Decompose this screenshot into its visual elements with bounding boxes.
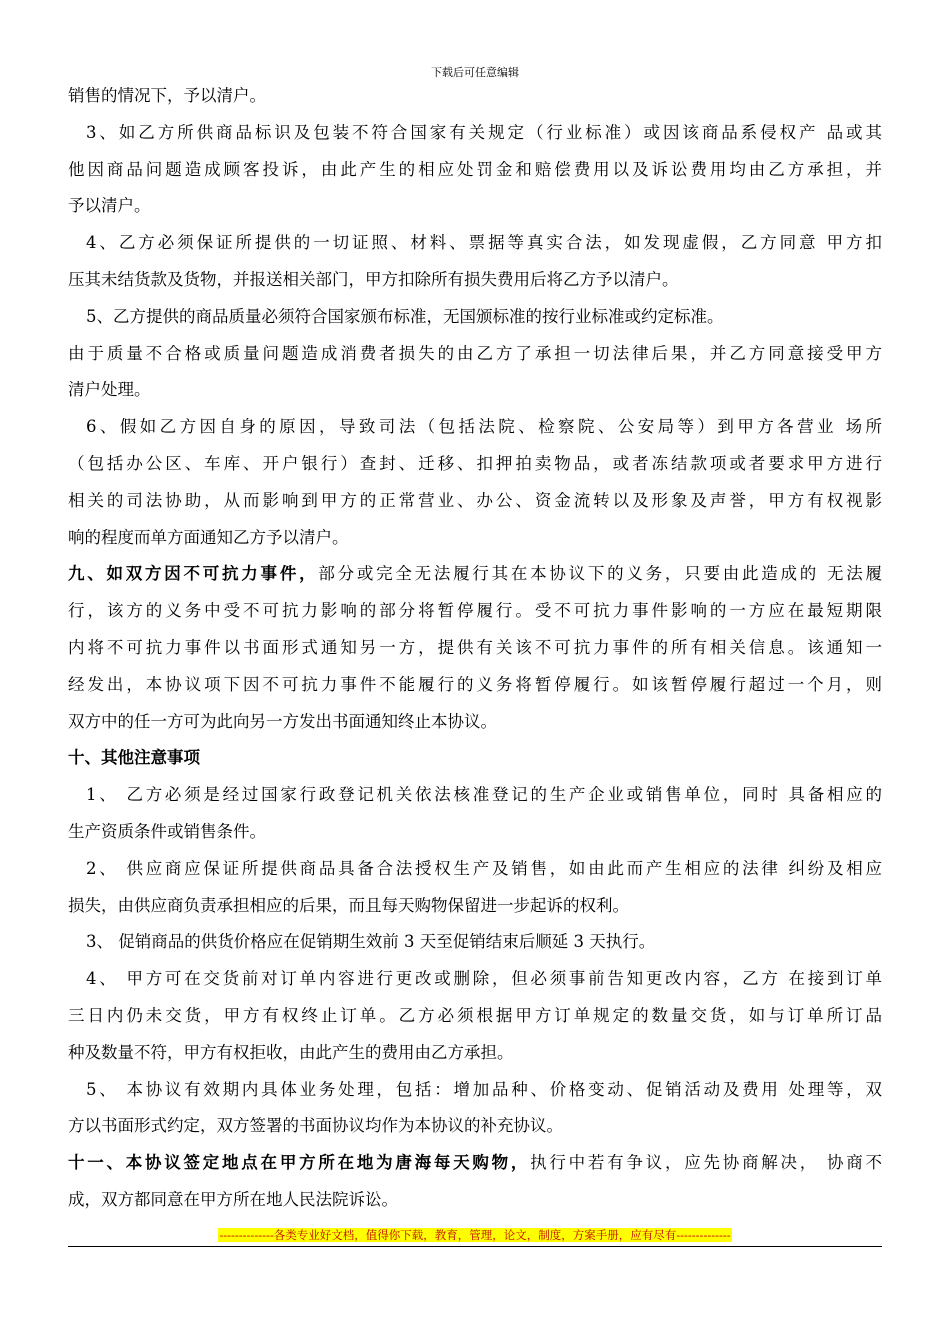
footer-divider [68, 1246, 882, 1247]
page-header-note: 下载后可任意编辑 [431, 66, 519, 79]
text-line [68, 78, 882, 115]
body-text: 响的程度而单方面通知乙方予以清户。 [68, 527, 349, 547]
body-text: 内将不可抗力事件以书面形式通知另一方，提供有关该不可抗力事件的所有相关信息。该通知一 [68, 637, 882, 657]
body-text: 经发出，本协议项下因不可抗力事件不能履行的义务将暂停履行。如该暂停履行超过一个月，则 [68, 674, 882, 694]
body-text: 4、乙方必须保证所提供的一切证照、材料、票据等真实合法，如发现虚假，乙方同意 甲方扣 [86, 233, 882, 253]
body-text: 3、 促销商品的供货价格应在促销期生效前 3 天至促销结束后顺延 3 天执行。 [86, 932, 656, 952]
body-text: 生产资质条件或销售条件。 [68, 821, 266, 841]
bold-heading-text: 十、其他注意事项 [68, 748, 200, 768]
text-line [68, 998, 882, 1035]
body-text: 6、假如乙方因自身的原因，导致司法（包括法院、检察院、公安局等）到甲方各营业 场所 [86, 417, 882, 437]
text-line [68, 299, 882, 336]
bold-heading-text: 十一、本协议签定地点在甲方所在地为唐海每天购物， [68, 1153, 531, 1173]
text-line [68, 704, 882, 741]
text-line [68, 851, 882, 888]
body-text: 5、乙方提供的商品质量必须符合国家颁布标准，无国颁标准的按行业标准或约定标准。 [86, 306, 724, 326]
text-line [68, 961, 882, 998]
text-line [68, 1182, 882, 1219]
text-line [68, 777, 882, 814]
text-line [68, 924, 882, 961]
text-line [68, 409, 882, 446]
body-text: 5、 本协议有效期内具体业务处理，包括：增加品种、价格变动、促销活动及费用 处理等，双 [86, 1079, 882, 1099]
body-text: （包括办公区、车库、开户银行）查封、迁移、扣押拍卖物品，或者冻结款项或者要求甲方进行 [68, 453, 882, 473]
body-text: 2、 供应商应保证所提供商品具备合法授权生产及销售，如由此而产生相应的法律 纠纷及相应 [86, 858, 882, 878]
body-text: 清户处理。 [68, 380, 151, 400]
text-line [68, 336, 882, 373]
text-line [68, 188, 882, 225]
body-text: 予以清户。 [68, 196, 151, 216]
body-text: 相关的司法协助，从而影响到甲方的正常营业、办公、资金流转以及形象及声誉，甲方有权视影 [68, 490, 882, 510]
body-text: 3、如乙方所供商品标识及包装不符合国家有关规定（行业标准）或因该商品系侵权产 品或其 [86, 122, 882, 142]
text-line [68, 115, 882, 152]
text-line [68, 446, 882, 483]
body-text: 销售的情况下，予以清户。 [68, 86, 266, 105]
body-text: 成，双方都同意在甲方所在地人民法院诉讼。 [68, 1189, 398, 1209]
text-line [68, 1072, 882, 1109]
body-text: 由于质量不合格或质量问题造成消费者损失的由乙方了承担一切法律后果，并乙方同意接受甲方 [68, 343, 882, 363]
bold-heading-text: 九、如双方因不可抗力事件， [68, 564, 319, 584]
text-line [68, 1035, 882, 1072]
page-footer-note [0, 1227, 950, 1243]
text-line [68, 520, 882, 557]
text-line [68, 593, 882, 630]
body-text: 双方中的任一方可为此向另一方发出书面通知终止本协议。 [68, 711, 497, 731]
text-line [68, 630, 882, 667]
text-line [68, 225, 882, 262]
body-text: 种及数量不符，甲方有权拒收，由此产生的费用由乙方承担。 [68, 1042, 514, 1062]
document-body [68, 78, 882, 1219]
body-text: 4、 甲方可在交货前对订单内容进行更改或删除，但必须事前告知更改内容，乙方 在接到订单 [86, 969, 882, 989]
text-line [68, 740, 882, 777]
text-line [68, 372, 882, 409]
text-line [68, 1108, 882, 1145]
body-text: 方以书面形式约定，双方签署的书面协议均作为本协议的补充协议。 [68, 1116, 563, 1136]
text-line [68, 556, 882, 593]
body-text: 损失，由供应商负责承担相应的后果，而且每天购物保留进一步起诉的权利。 [68, 895, 629, 915]
text-line [68, 888, 882, 925]
footer-highlight-text: --------------各类专业好文档，值得你下载，教育，管理，论文，制度，方案手册，应有尽有-------------- [219, 1228, 731, 1242]
text-line [68, 667, 882, 704]
body-text: 执行中若有争议，应先协商解决， 协商不 [530, 1153, 882, 1173]
body-text: 三日内仍未交货，甲方有权终止订单。乙方必须根据甲方订单规定的数量交货，如与订单所订品 [68, 1005, 882, 1025]
body-text: 1、 乙方必须是经过国家行政登记机关依法核准登记的生产企业或销售单位，同时 具备相应的 [86, 785, 882, 805]
text-line [68, 262, 882, 299]
text-line [68, 814, 882, 851]
body-text: 行，该方的义务中受不可抗力影响的部分将暂停履行。受不可抗力事件影响的一方应在最短期限 [68, 601, 882, 621]
body-text: 部分或完全无法履行其在本协议下的义务，只要由此造成的 无法履 [318, 564, 882, 584]
body-text: 他因商品问题造成顾客投诉，由此产生的相应处罚金和赔偿费用以及诉讼费用均由乙方承担，并 [68, 159, 882, 179]
body-text: 压其未结货款及货物，并报送相关部门，甲方扣除所有损失费用后将乙方予以清户。 [68, 269, 679, 289]
text-line [68, 1145, 882, 1182]
text-line [68, 152, 882, 189]
text-line [68, 483, 882, 520]
